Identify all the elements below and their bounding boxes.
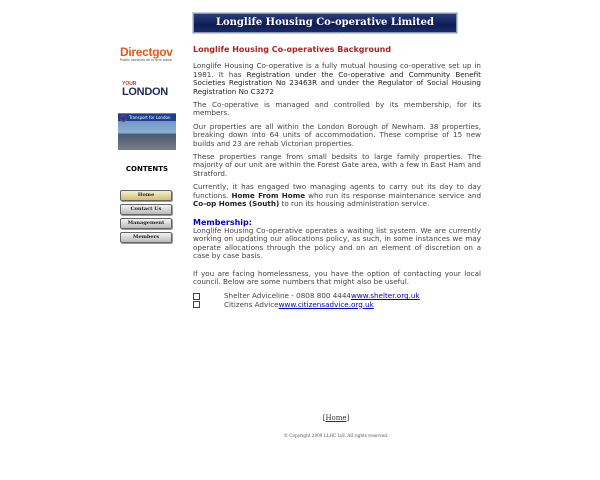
- homelessness-paragraph: If you are facing homelessness, you have the option of contacting your local council. Below are some numbers that might also be useful.: [193, 268, 481, 286]
- citizens-advice-link[interactable]: www.citizensadvice.org.uk: [278, 299, 374, 309]
- site-banner: Longlife Housing Co-operative Limited: [193, 13, 457, 33]
- membership-heading: Membership:: [193, 217, 252, 227]
- agents-paragraph: [193, 183, 481, 208]
- main-content: [193, 46, 481, 309]
- your-london-logo-your: YOUR: [122, 81, 137, 87]
- intro-paragraph: [193, 62, 481, 96]
- directgov-logo[interactable]: [120, 46, 180, 64]
- nav-home-button[interactable]: Home: [120, 190, 172, 201]
- contact-row-citizens-advice: [193, 301, 481, 309]
- tfl-logo[interactable]: [118, 113, 176, 150]
- locations-paragraph: These properties range from small bedsits to large family properties. The majority of our unit are within the Forest Gate area, with a few in East Ham and Stratford.: [193, 152, 481, 178]
- bullet-box-icon: [193, 293, 200, 300]
- footer-bracket-close: ]: [346, 414, 350, 422]
- membership-paragraph: Longlife Housing Co-operative operates a waiting list system. We are currently working on updating our allocations policy, as such, in some instances we may operate allocations through the policy and on an element of discretion on a case by case basis.: [193, 225, 481, 261]
- management-paragraph: The Co-operative is managed and controlled by its membership, for its members.: [193, 100, 481, 118]
- registration-text: Registration under the Co-operative and Community Benefit Societies Registration No 23463R and under the Regulator of Social Housing Registration No C3272: [193, 69, 482, 96]
- tfl-roundel-icon: [120, 115, 127, 122]
- nav-members-button[interactable]: Members: [120, 232, 172, 243]
- directgov-logo-tagline: Public services all in one place: [120, 58, 172, 62]
- agent-co-op-homes: Co-op Homes (South): [193, 199, 280, 209]
- properties-paragraph: Our properties are all within the London Borough of Newham. 38 properties, breaking down into 64 units of accommodation. These comprise of 15 new builds and 23 are rehab Victorian properties.: [193, 121, 481, 148]
- tfl-logo-label: Transport for London: [118, 114, 176, 121]
- directgov-logo-name: Directgov: [120, 45, 173, 59]
- copyright-notice: © Copyright 2009 LLHC Ltd. All rights reserved.: [283, 433, 389, 438]
- footer-bracket-open: [: [322, 414, 326, 422]
- agents-text-3: to run its housing administration service.: [279, 199, 430, 209]
- your-london-logo-london: LONDON: [122, 86, 168, 98]
- intro-text: Longlife Housing Co-operative is a fully mutual housing co-operative set up in 1981. It has: [193, 61, 481, 79]
- agents-text-2: who run its response maintenance service and: [305, 190, 482, 200]
- shelter-link[interactable]: www.shelter.org.uk: [351, 291, 420, 301]
- your-london-logo[interactable]: [122, 82, 178, 98]
- contents-heading: CONTENTS: [125, 165, 169, 173]
- footer-home-link[interactable]: Home: [325, 414, 347, 422]
- nav-management-button[interactable]: Management: [120, 218, 172, 229]
- shelter-text: Shelter Adviceline - 0808 800 4444: [224, 291, 351, 301]
- page-title: Longlife Housing Co-operatives Background: [193, 45, 392, 54]
- citizens-advice-text: Citizens Advice: [224, 299, 279, 309]
- agents-text-1: Currently, it has engaged two managing agents to carry out its day to day functions.: [193, 182, 481, 200]
- bullet-box-icon: [193, 301, 200, 308]
- nav-contact-us-button[interactable]: Contact Us: [120, 204, 172, 215]
- agent-home-from-home: Home From Home: [231, 190, 306, 200]
- footer-nav: [0, 414, 600, 422]
